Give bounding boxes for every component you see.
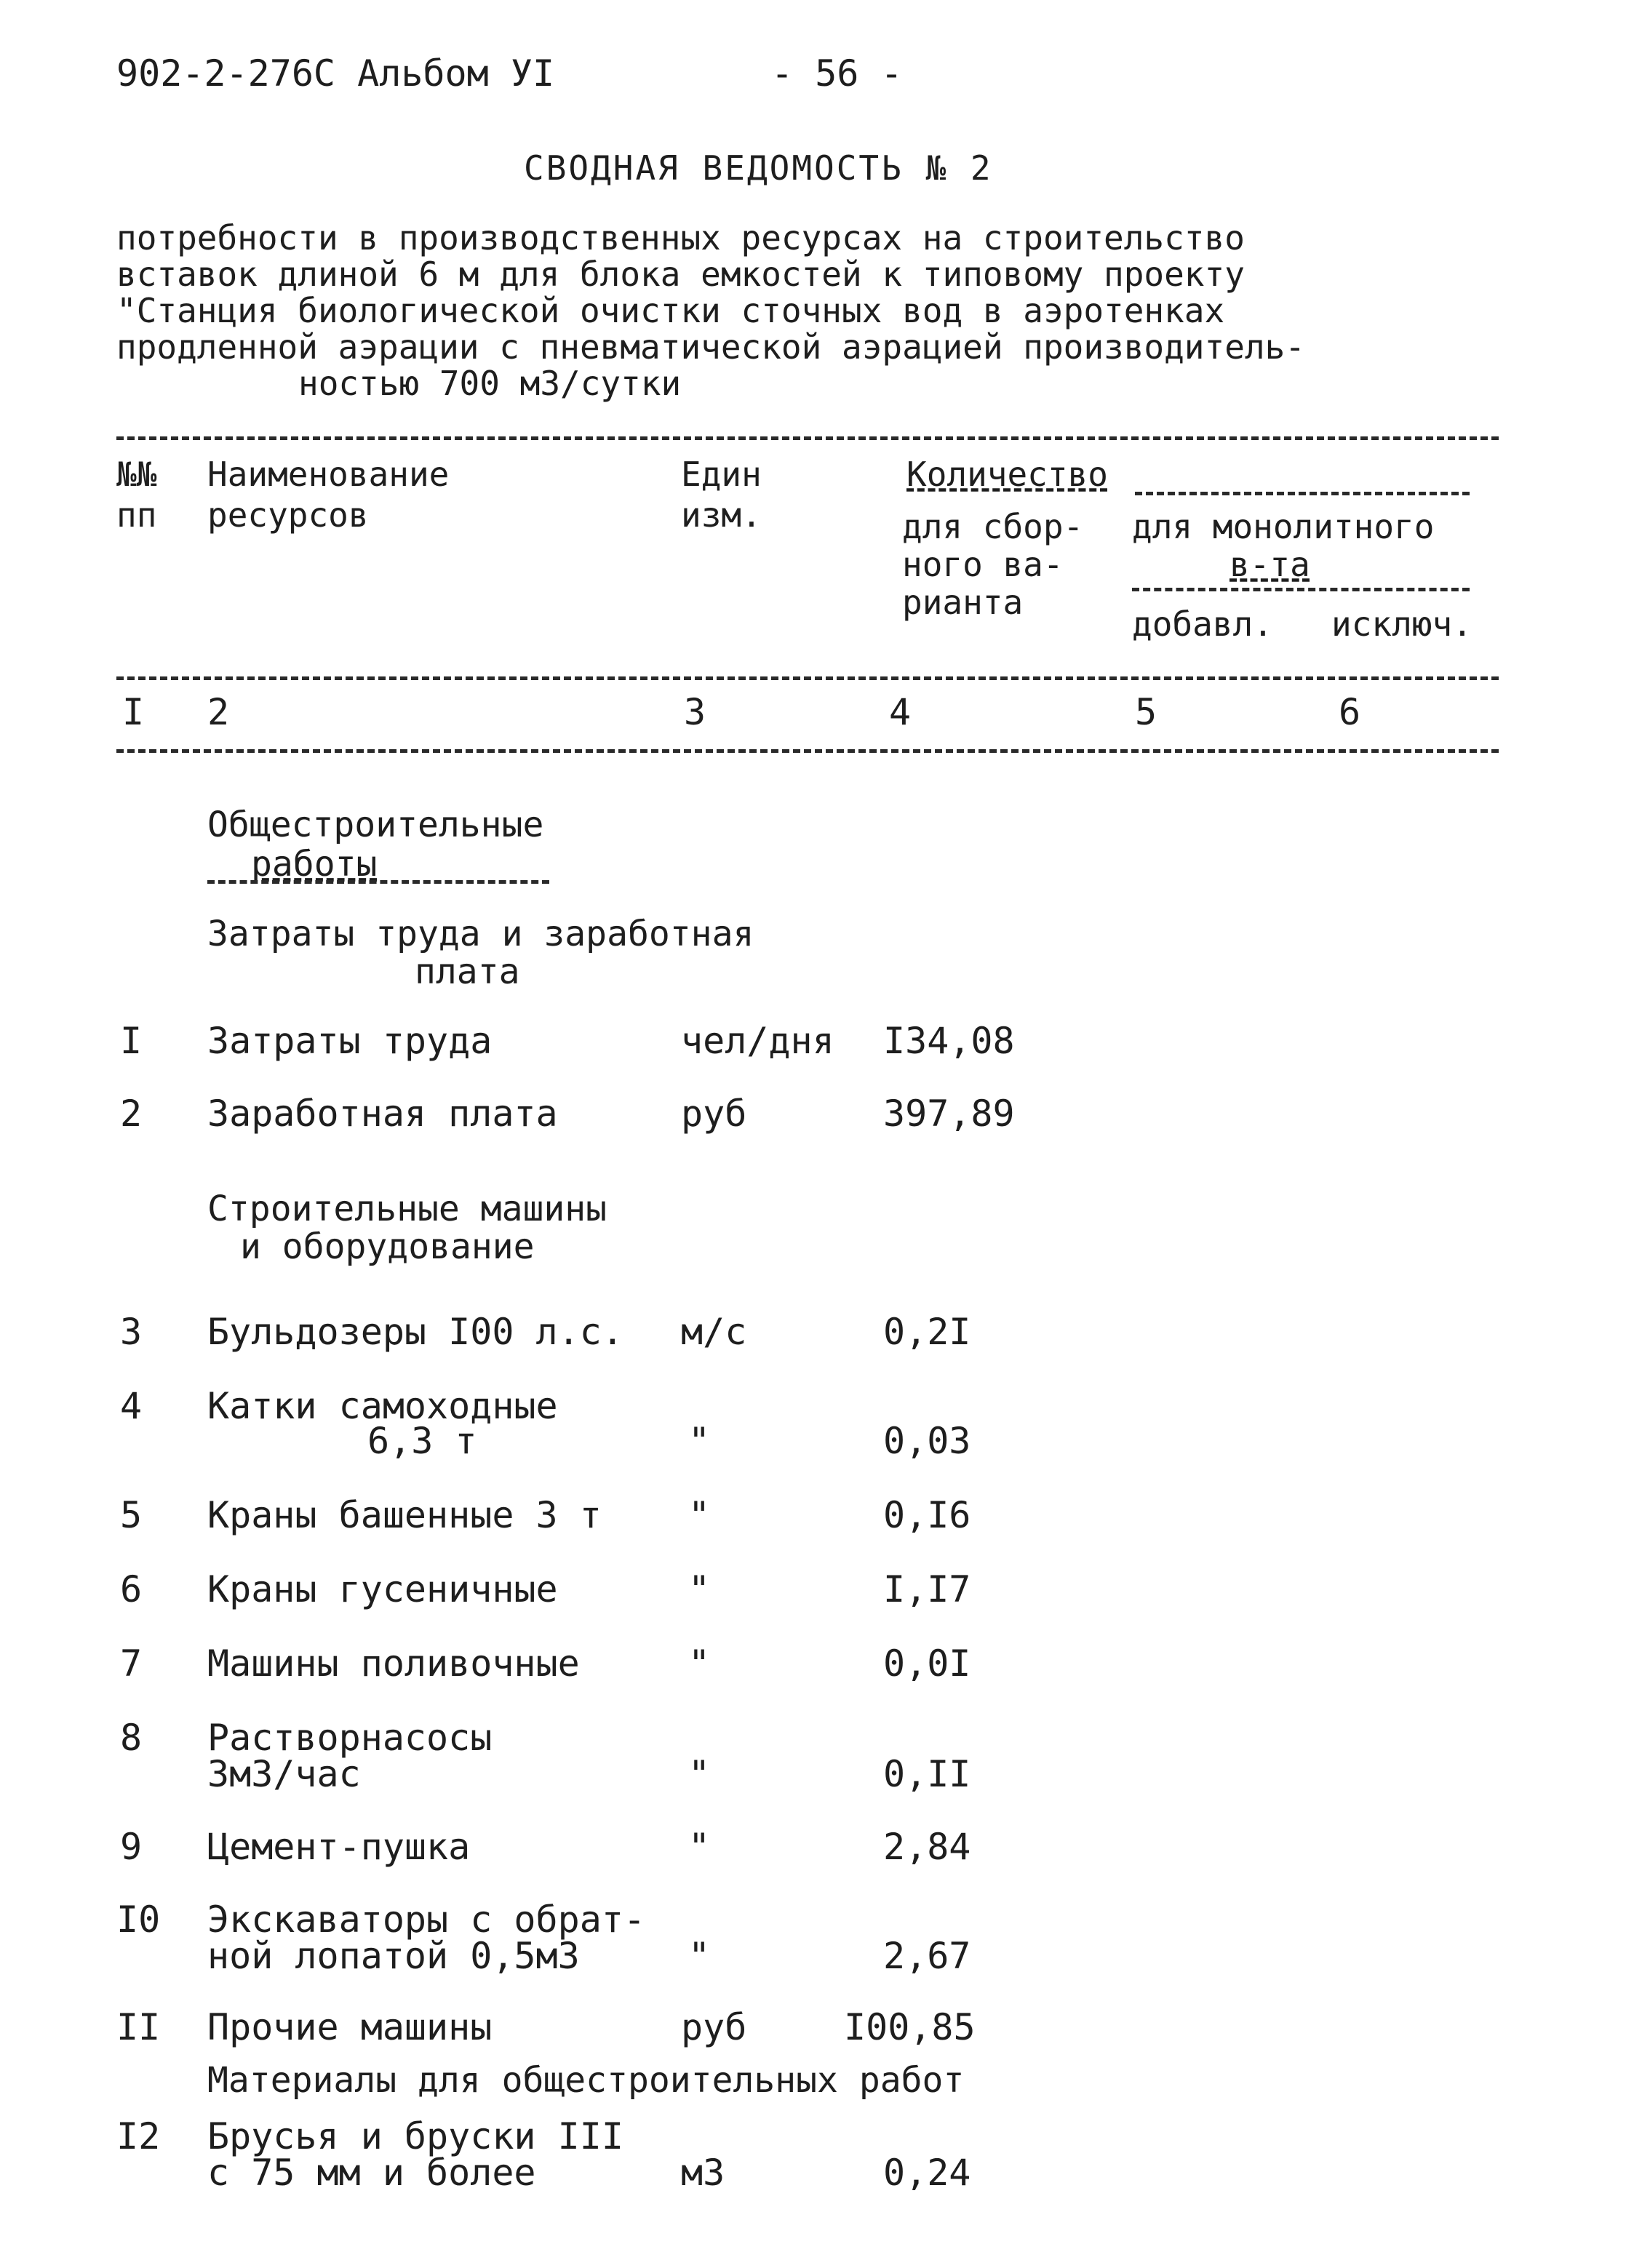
row-9-num: 9 — [120, 1826, 143, 1868]
col-header-unit-2: изм. — [681, 495, 762, 535]
row-4-name-2: 6,3 т — [367, 1420, 477, 1462]
section-machines-1: Строительные машины — [207, 1189, 607, 1229]
col-header-num-1: №№ — [116, 455, 157, 494]
intro-line-3: "Станция биологической очистки сточных вод в аэротенках — [116, 291, 1225, 330]
row-2-value: 397,89 — [883, 1093, 1015, 1135]
col-number-3: 3 — [684, 691, 706, 733]
col-header-unit-1: Един — [681, 455, 762, 494]
row-3-value: 0,2I — [883, 1311, 971, 1353]
intro-line-1: потребности в производственных ресурсах на строительство — [116, 218, 1245, 257]
quantity-rule — [1135, 492, 1470, 495]
col-number-5: 5 — [1135, 691, 1157, 733]
row-10-name-1: Экскаваторы с обрат- — [207, 1898, 646, 1941]
row-7-value: 0,0I — [883, 1642, 971, 1685]
intro-line-2: вставок длиной 6 м для блока емкостей к типовому проекту — [116, 255, 1245, 294]
row-8-value: 0,II — [883, 1753, 971, 1795]
col-header-name-2: ресурсов — [207, 495, 369, 535]
col-header-prefab-2: ного ва- — [902, 545, 1064, 584]
row-11-num: II — [116, 2006, 161, 2048]
row-6-name: Краны гусеничные — [207, 1568, 558, 1610]
section-general-rule — [207, 880, 549, 884]
row-5-num: 5 — [120, 1494, 143, 1536]
section-materials: Материалы для общестроительных работ — [207, 2060, 965, 2101]
header-bottom-rule — [116, 676, 1499, 680]
col-header-num-2: пп — [116, 495, 157, 535]
row-5-unit: " — [688, 1494, 711, 1536]
col-header-monolithic-sub: в-та — [1229, 545, 1310, 584]
col-number-1: I — [122, 691, 145, 733]
numbers-bottom-rule — [116, 749, 1499, 753]
col-header-monolithic: для монолитного — [1132, 507, 1435, 546]
section-general-1: Общестроительные — [207, 804, 544, 845]
row-7-unit: " — [688, 1642, 711, 1685]
row-3-name: Бульдозеры I00 л.с. — [207, 1311, 623, 1353]
row-11-unit: руб — [681, 2006, 747, 2048]
col-header-add: добавл. — [1132, 604, 1273, 644]
document-title: СВОДНАЯ ВЕДОМОСТЬ № 2 — [524, 148, 993, 188]
row-12-unit: м3 — [681, 2152, 725, 2194]
section-general-2: работы — [251, 844, 378, 885]
row-6-num: 6 — [120, 1568, 143, 1610]
row-6-unit: " — [688, 1568, 711, 1610]
row-11-name: Прочие машины — [207, 2006, 493, 2048]
row-1-unit: чел/дня — [681, 1020, 834, 1062]
intro-line-4: продленной аэрации с пневматической аэрацией производитель- — [116, 327, 1305, 367]
col-number-2: 2 — [207, 691, 230, 733]
col-header-quantity: Количество — [906, 455, 1108, 494]
row-12-name-2: с 75 мм и более — [207, 2152, 536, 2194]
col-header-name-1: Наименование — [207, 455, 450, 494]
monolithic-rule — [1132, 588, 1470, 591]
col-number-6: 6 — [1339, 691, 1361, 733]
row-10-value: 2,67 — [883, 1935, 971, 1977]
row-4-name-1: Катки самоходные — [207, 1385, 558, 1427]
row-1-num: I — [120, 1020, 143, 1062]
row-12-num: I2 — [116, 2115, 161, 2157]
row-7-num: 7 — [120, 1642, 143, 1685]
intro-line-5: ностью 700 м3/сутки — [298, 364, 682, 403]
row-3-unit: м/с — [681, 1311, 747, 1353]
row-8-name-1: Растворнасосы — [207, 1717, 493, 1759]
row-9-unit: " — [688, 1826, 711, 1868]
row-1-name: Затраты труда — [207, 1020, 493, 1062]
row-10-name-2: ной лопатой 0,5м3 — [207, 1935, 580, 1977]
page-number: - 56 - — [771, 52, 903, 95]
section-labor-2: плата — [415, 951, 520, 992]
row-8-name-2: 3м3/час — [207, 1753, 361, 1795]
row-2-name: Заработная плата — [207, 1093, 558, 1135]
row-9-name: Цемент-пушка — [207, 1826, 471, 1868]
row-4-value: 0,03 — [883, 1420, 971, 1462]
col-number-4: 4 — [889, 691, 912, 733]
col-header-excl: исключ. — [1331, 604, 1472, 644]
row-3-num: 3 — [120, 1311, 143, 1353]
row-1-value: I34,08 — [883, 1020, 1015, 1062]
row-10-num: I0 — [116, 1898, 161, 1941]
section-machines-2: и оборудование — [240, 1226, 535, 1267]
row-8-unit: " — [688, 1753, 711, 1795]
row-12-name-1: Брусья и бруски III — [207, 2115, 623, 2157]
row-12-value: 0,24 — [883, 2152, 971, 2194]
row-6-value: I,I7 — [883, 1568, 971, 1610]
row-2-num: 2 — [120, 1093, 143, 1135]
col-header-prefab-1: для сбор- — [902, 507, 1084, 546]
row-10-unit: " — [688, 1935, 711, 1977]
row-5-name: Краны башенные 3 т — [207, 1494, 602, 1536]
row-8-num: 8 — [120, 1717, 143, 1759]
row-5-value: 0,I6 — [883, 1494, 971, 1536]
row-7-name: Машины поливочные — [207, 1642, 580, 1685]
row-2-unit: руб — [681, 1093, 747, 1135]
row-4-num: 4 — [120, 1385, 143, 1427]
document-code: 902-2-276С Альбом УI — [116, 52, 555, 95]
row-9-value: 2,84 — [883, 1826, 971, 1868]
row-11-value: I00,85 — [844, 2006, 976, 2048]
header-top-rule — [116, 436, 1499, 440]
row-4-unit: " — [688, 1420, 711, 1462]
section-labor-1: Затраты труда и заработная — [207, 914, 754, 954]
col-header-prefab-3: рианта — [902, 583, 1024, 622]
